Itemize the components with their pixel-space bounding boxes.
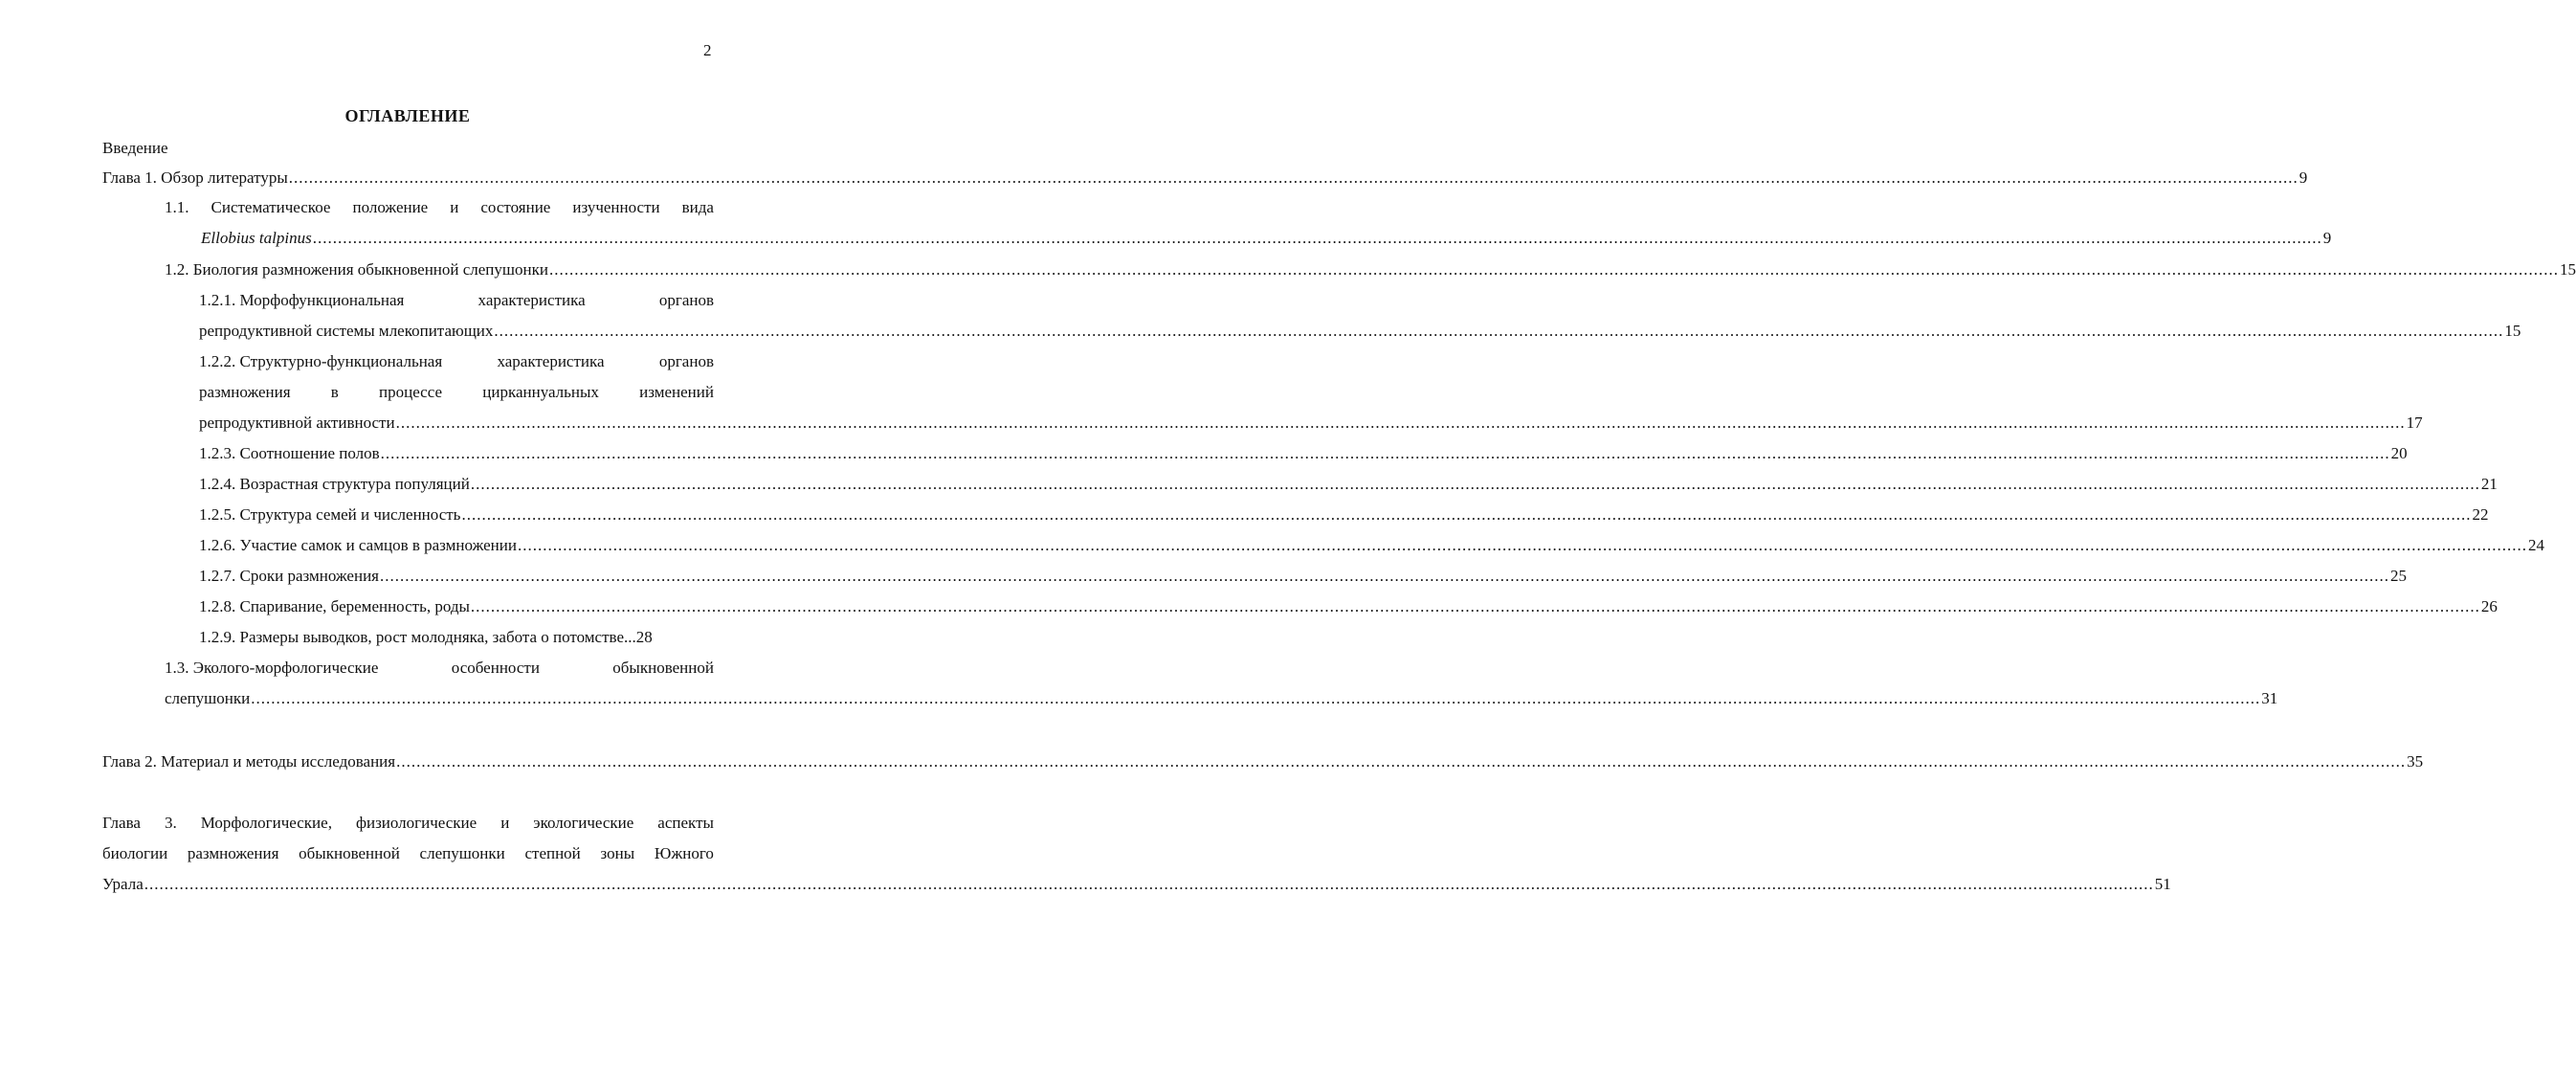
- word: размножения: [199, 383, 291, 401]
- dot-leader: ................................................................................................................................................................................................................................................................................................................................................................................................................: [379, 567, 2389, 585]
- dot-leader: ................................................................................................................................................................................................................................................................................................................................................................................................................: [288, 168, 2298, 187]
- dot-leader: ................................................................................................................................................................................................................................................................................................................................................................................................................: [395, 414, 2406, 432]
- word: 3.: [164, 814, 177, 832]
- word: 1.1.: [165, 198, 189, 216]
- word: размножения: [187, 844, 279, 862]
- toc-section-1-1-line2[interactable]: [201, 229, 2332, 248]
- dot-leader: ................................................................................................................................................................................................................................................................................................................................................................................................................: [396, 752, 2407, 771]
- word: особенности: [451, 659, 540, 677]
- entry-label: 1.2.8. Спаривание, беременность, роды: [199, 597, 470, 615]
- toc-section-1-2-3[interactable]: [199, 444, 2408, 463]
- toc-intro[interactable]: Введение: [102, 139, 168, 157]
- entry-page: 9: [2322, 229, 2332, 247]
- word: органов: [658, 291, 714, 309]
- word: характеристика: [497, 352, 605, 370]
- word: цирканнуальных: [482, 383, 599, 401]
- dot-leader: ................................................................................................................................................................................................................................................................................................................................................................................................................: [251, 689, 2261, 707]
- dot-leader: ................................................................................................................................................................................................................................................................................................................................................................................................................: [548, 260, 2559, 279]
- word: 1.3. Эколого-морфологические: [165, 659, 379, 677]
- word: 1.2.2. Структурно-функциональная: [199, 352, 443, 370]
- toc-section-1-2-7[interactable]: [199, 567, 2407, 586]
- toc-chapter-1[interactable]: [102, 168, 2308, 188]
- word: Глава: [102, 814, 141, 832]
- entry-label: репродуктивной системы млекопитающих: [199, 322, 494, 340]
- dot-leader: ................................................................................................................................................................................................................................................................................................................................................................................................................: [380, 444, 2390, 462]
- word: обыкновенной: [299, 844, 400, 862]
- entry-page: 9: [2298, 168, 2308, 187]
- toc-section-1-2-6[interactable]: [199, 536, 2544, 555]
- word: степной: [524, 844, 581, 862]
- dot-leader: ................................................................................................................................................................................................................................................................................................................................................................................................................: [312, 229, 2322, 247]
- entry-page: 26: [2480, 597, 2498, 615]
- toc-section-1-3[interactable]: [165, 659, 714, 678]
- entry-page: 24: [2527, 536, 2544, 554]
- toc-chapter-3-line2[interactable]: [102, 844, 714, 863]
- entry-label: Урала: [102, 875, 144, 893]
- toc-section-1-1[interactable]: [165, 198, 714, 217]
- word: 1.2.1. Морфофункциональная: [199, 291, 405, 309]
- entry-label: Глава 2. Материал и методы исследования: [102, 752, 396, 771]
- word: и: [500, 814, 510, 832]
- word: процессе: [379, 383, 443, 401]
- word: обыкновенной: [612, 659, 714, 677]
- toc-section-1-2-8[interactable]: [199, 597, 2498, 616]
- entry-page: 21: [2480, 475, 2498, 493]
- word: вида: [681, 198, 714, 216]
- word: экологические: [533, 814, 634, 832]
- word: Систематическое: [211, 198, 331, 216]
- entry-page: 17: [2406, 414, 2423, 432]
- word: зоны: [600, 844, 635, 862]
- entry-page: 35: [2407, 752, 2424, 771]
- word: аспекты: [657, 814, 714, 832]
- entry-page: 25: [2389, 567, 2407, 585]
- entry-label: репродуктивной активности: [199, 414, 395, 432]
- toc-chapter-2[interactable]: [102, 752, 2424, 771]
- dot-leader: ................................................................................................................................................................................................................................................................................................................................................................................................................: [144, 875, 2154, 893]
- word: состояние: [480, 198, 551, 216]
- dot-leader: ................................................................................................................................................................................................................................................................................................................................................................................................................: [494, 322, 2504, 340]
- entry-page: 15: [2504, 322, 2521, 340]
- entry-label: Глава 1. Обзор литературы: [102, 168, 288, 187]
- toc-section-1-2-9[interactable]: [199, 628, 653, 647]
- word: и: [450, 198, 459, 216]
- entry-label: 1.2.3. Соотношение полов: [199, 444, 380, 462]
- entry-page: 31: [2261, 689, 2278, 707]
- page-title: ОГЛАВЛЕНИЕ: [344, 106, 471, 125]
- word: изменений: [639, 383, 714, 401]
- word: физиологические: [355, 814, 477, 832]
- entry-page: 15: [2559, 260, 2576, 279]
- dot-leader: ................................................................................................................................................................................................................................................................................................................................................................................................................: [517, 536, 2527, 554]
- entry-page: 20: [2390, 444, 2408, 462]
- dot-leader: ................................................................................................................................................................................................................................................................................................................................................................................................................: [470, 597, 2480, 615]
- entry-label: 1.2.5. Структура семей и численность: [199, 505, 461, 524]
- dot-leader: ................................................................................................................................................................................................................................................................................................................................................................................................................: [461, 505, 2472, 524]
- entry-page: 28: [635, 628, 653, 646]
- word: Южного: [654, 844, 714, 862]
- entry-page: 22: [2472, 505, 2489, 524]
- toc-section-1-2-2-line3[interactable]: [199, 414, 2423, 433]
- dot-leader: ................................................................................................................................................................................................................................................................................................................................................................................................................: [470, 475, 2480, 493]
- entry-label: слепушонки: [165, 689, 251, 707]
- page-number: 2: [703, 41, 712, 59]
- entry-label: 1.2.9. Размеры выводков, рост молодняка, забота о потомстве...: [199, 628, 636, 646]
- toc-section-1-3-line2[interactable]: [165, 689, 2278, 708]
- word: биологии: [102, 844, 168, 862]
- word: характеристика: [477, 291, 586, 309]
- toc-section-1-2-2-line2[interactable]: [199, 383, 714, 402]
- toc-chapter-3-line3[interactable]: [102, 875, 2171, 894]
- toc-chapter-3[interactable]: [102, 814, 714, 833]
- word: слепушонки: [419, 844, 505, 862]
- toc-section-1-2-5[interactable]: [199, 505, 2489, 525]
- entry-label: 1.2.7. Сроки размножения: [199, 567, 379, 585]
- entry-page: 51: [2154, 875, 2171, 893]
- word: изученности: [572, 198, 660, 216]
- toc-section-1-2-2[interactable]: [199, 352, 714, 371]
- word: положение: [352, 198, 429, 216]
- word: органов: [658, 352, 714, 370]
- toc-section-1-2-1-line2[interactable]: [199, 322, 2521, 341]
- species-name: Ellobius talpinus: [201, 229, 312, 247]
- word: в: [330, 383, 339, 401]
- entry-label: 1.2.4. Возрастная структура популяций: [199, 475, 470, 493]
- word: Морфологические,: [200, 814, 332, 832]
- entry-label: 1.2.6. Участие самок и самцов в размножении: [199, 536, 517, 554]
- toc-section-1-2-1[interactable]: [199, 291, 714, 310]
- toc-section-1-2[interactable]: [165, 260, 2576, 279]
- entry-label: 1.2. Биология размножения обыкновенной слепушонки: [165, 260, 548, 279]
- toc-section-1-2-4[interactable]: [199, 475, 2498, 494]
